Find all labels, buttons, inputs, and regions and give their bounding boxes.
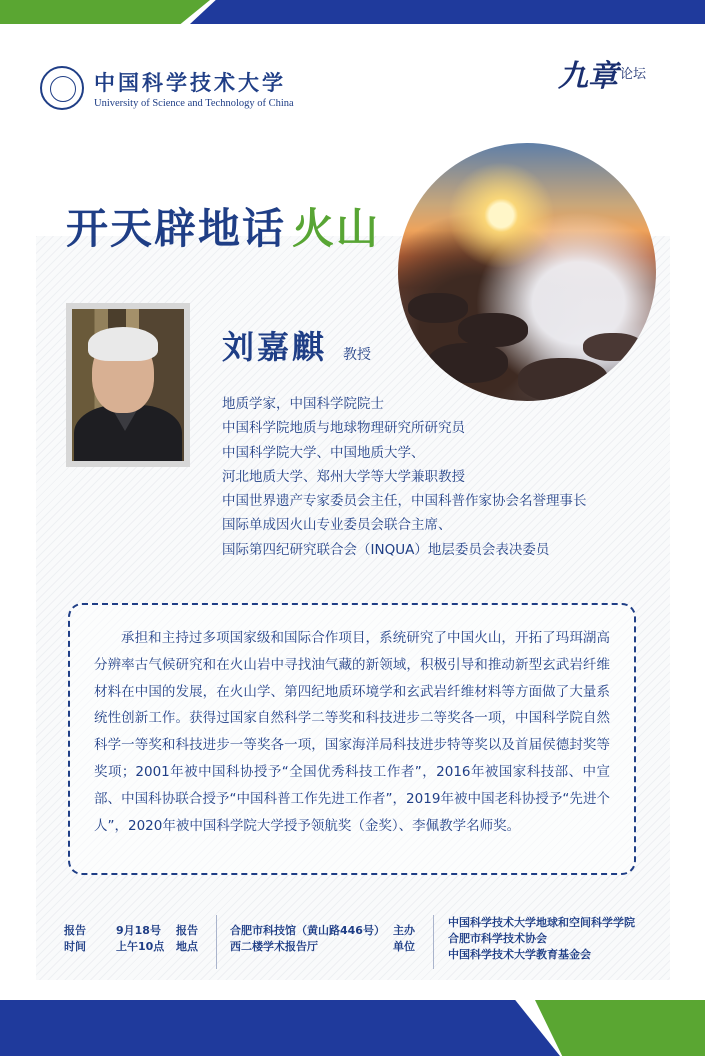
speaker-name: 刘嘉麒: [222, 328, 328, 366]
bottom-blue-band: [0, 1000, 560, 1056]
rock-shape: [428, 343, 508, 383]
speaker-portrait: [66, 303, 190, 467]
footer-divider: [433, 915, 434, 969]
top-green-band: [0, 0, 210, 24]
bottom-green-band: [535, 1000, 705, 1056]
speaker-title-line: 中国世界遗产专家委员会主任，中国科普作家协会名誉理事长: [222, 493, 587, 510]
host-label: [393, 923, 421, 955]
title-highlight: 火山: [292, 204, 381, 253]
event-info-footer: [36, 912, 670, 970]
host-value: [448, 915, 635, 963]
forum-name: 九章: [558, 59, 618, 94]
speaker-title-line: 河北地质大学、郑州大学等大学兼职教授: [222, 468, 465, 485]
host-label-line: 单位: [393, 940, 415, 953]
footer-divider: [216, 915, 217, 969]
host-value-line: 合肥市科学技术协会: [448, 932, 547, 945]
top-blue-band: [190, 0, 705, 24]
forum-suffix: 论坛: [620, 67, 647, 82]
speaker-title-line: 国际第四纪研究联合会（INQUA）地层委员会表决委员: [222, 541, 550, 558]
title-main: 开天辟地话: [66, 204, 287, 253]
speaker-bio-box: [68, 603, 636, 875]
time-value-line: 上午10点: [116, 940, 165, 953]
host-value-line: 中国科学技术大学地球和空间科学学院: [448, 916, 635, 929]
time-label-line: 报告: [64, 924, 86, 937]
time-value-line: 9月18号: [116, 924, 161, 937]
speaker-title-line: 中国科学院大学、中国地质大学、: [222, 444, 425, 461]
speaker-title-line: 中国科学院地质与地球物理研究所研究员: [222, 420, 465, 437]
speaker-rank: 教授: [343, 347, 371, 363]
time-value: [116, 923, 164, 955]
rock-shape: [408, 293, 468, 323]
volcano-coast-photo: [398, 143, 656, 401]
university-seal-icon: [40, 66, 84, 110]
place-label: [176, 923, 204, 955]
host-value-line: 中国科学技术大学教育基金会: [448, 948, 591, 961]
speaker-bio: 承担和主持过多项国家级和国际合作项目，系统研究了中国火山，开拓了玛珥湖高分辨率古气候研究和在火山岩中寻找油气藏的新领域，积极引导和推动新型玄武岩纤维材料在中国的发展，在火山学、第四纪地质环境学和玄武岩纤维材料等方面做了大量系统性创新工作。获得过国家自然科学二等奖和科技进步二等奖各一项，中国科学院自然科学一等奖和科技进步一等奖各一项，国家海洋局科技进步特等奖以及首届侯德封奖等奖项；2001年被中国科协授予“全国优秀科技工作者”，2016年被国家科技部、中宣部、中国科协联合授予“中国科普工作先进工作者”，2019年被中国老科协授予“先进个人”，2020年被中国科学院大学授予领航奖（金奖）、李佩教学名师奖。: [94, 630, 610, 834]
logo-english-name: University of Science and Technology of China: [94, 98, 294, 109]
time-label-line: 时间: [64, 940, 86, 953]
rock-shape: [458, 313, 528, 347]
portrait-hair: [88, 327, 158, 361]
speaker-title-line: 地质学家，中国科学院院士: [222, 396, 384, 412]
host-label-line: 主办: [393, 924, 415, 937]
speaker-title-line: 国际单成因火山专业委员会联合主席、: [222, 517, 452, 534]
place-label-line: 报告: [176, 924, 198, 937]
forum-logo: [558, 59, 647, 94]
speaker-titles: [222, 392, 587, 562]
place-label-line: 地点: [176, 940, 198, 953]
portrait-photo: [72, 309, 184, 461]
logo-text: [94, 67, 294, 109]
logo-chinese-name: 中国科学技术大学: [94, 70, 286, 95]
place-value: [230, 923, 385, 955]
university-logo: [40, 66, 294, 110]
time-label: [64, 923, 92, 955]
rock-shape: [583, 333, 643, 361]
place-value-line: 西二楼学术报告厅: [230, 940, 318, 953]
event-title: [66, 196, 380, 256]
place-value-line: 合肥市科技馆（黄山路446号）: [230, 924, 385, 937]
